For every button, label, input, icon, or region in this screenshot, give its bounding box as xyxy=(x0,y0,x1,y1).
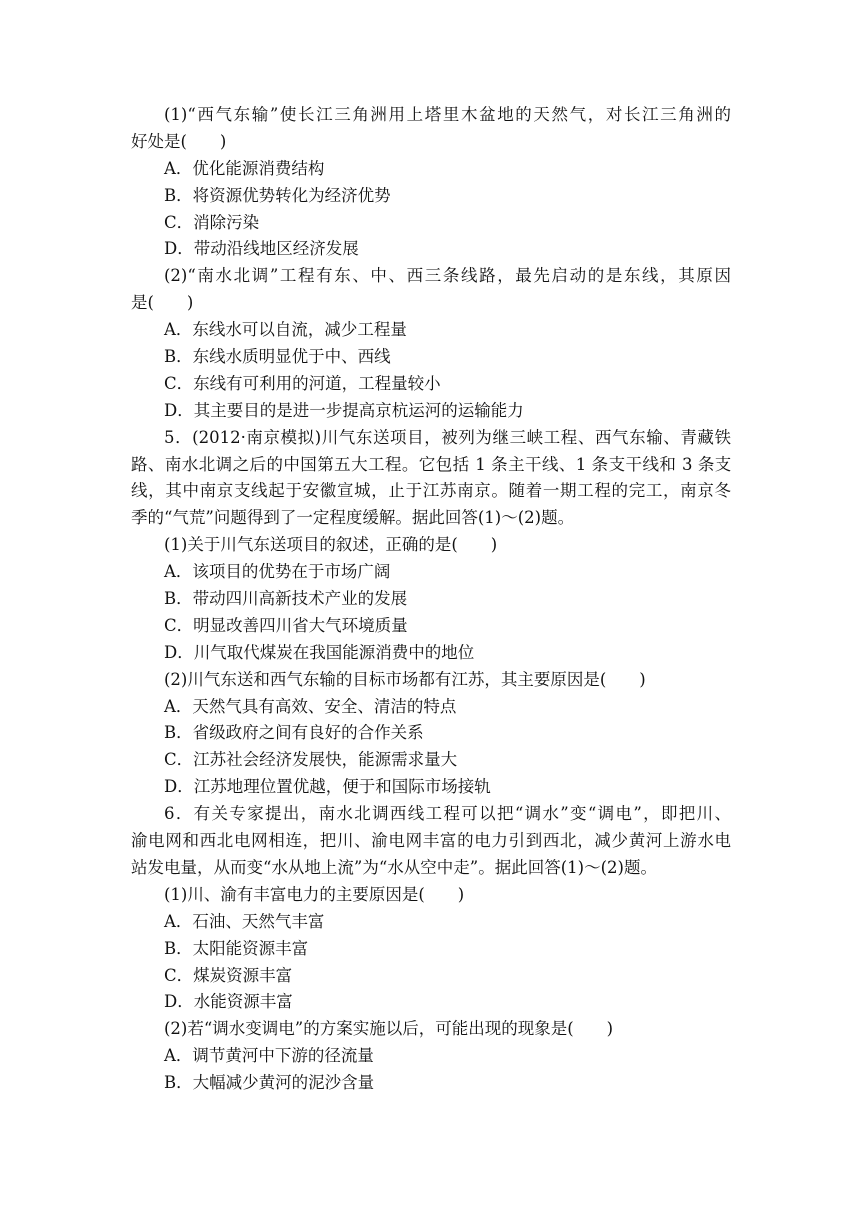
q4-1-option-c: C．消除污染 xyxy=(164,212,260,232)
q5-1-option-d: D．川气取代煤炭在我国能源消费中的地位 xyxy=(164,642,475,662)
q5-2-stem: (2)川气东送和西气东输的目标市场都有江苏，其主要原因是( ) xyxy=(164,669,646,689)
q4-2-option-d: D．其主要目的是进一步提高京杭运河的运输能力 xyxy=(164,400,524,420)
q4-1-option-d: D．带动沿线地区经济发展 xyxy=(164,239,359,259)
q4-2-option-b: B．东线水质明显优于中、西线 xyxy=(164,347,391,367)
q4-1-option-b: B．将资源优势转化为经济优势 xyxy=(164,185,391,205)
q6-stem-line-2: 渝电网和西北电网相连，把川、渝电网丰富的电力引到西北，减少黄河上游水电 xyxy=(131,831,731,851)
q6-1-option-d: D．水能资源丰富 xyxy=(164,992,293,1012)
q5-stem-line-4: 季的“气荒”问题得到了一定程度缓解。据此回答(1)～(2)题。 xyxy=(131,508,575,528)
q4-1-stem-line-2: 好处是( ) xyxy=(131,131,227,151)
q6-2-option-b: B．大幅减少黄河的泥沙含量 xyxy=(164,1073,375,1093)
q4-2-option-a: A．东线水可以自流，减少工程量 xyxy=(164,320,407,340)
q5-stem-line-3: 线，其中南京支线起于安徽宣城，止于江苏南京。随着一期工程的完工，南京冬 xyxy=(131,481,731,501)
q4-2-stem-line-1: (2)“南水北调”工程有东、中、西三条线路，最先启动的是东线，其原因 xyxy=(164,266,731,286)
q5-1-stem: (1)关于川气东送项目的叙述，正确的是( ) xyxy=(164,535,498,555)
q5-1-option-a: A．该项目的优势在于市场广阔 xyxy=(164,562,391,582)
q6-2-stem: (2)若“调水变调电”的方案实施以后，可能出现的现象是( ) xyxy=(164,1019,614,1039)
q5-2-option-c: C．江苏社会经济发展快，能源需求量大 xyxy=(164,750,458,770)
q5-1-option-c: C．明显改善四川省大气环境质量 xyxy=(164,615,408,635)
q6-stem-line-1: 6．有关专家提出，南水北调西线工程可以把“调水”变“调电”，即把川、 xyxy=(164,804,731,824)
q5-2-option-b: B．省级政府之间有良好的合作关系 xyxy=(164,723,424,743)
q5-2-option-d: D．江苏地理位置优越，便于和国际市场接轨 xyxy=(164,777,491,797)
q4-1-stem-line-1: (1)“西气东输”使长江三角洲用上塔里木盆地的天然气，对长江三角洲的 xyxy=(164,105,731,124)
q6-1-option-b: B．太阳能资源丰富 xyxy=(164,938,309,958)
q6-2-option-a: A．调节黄河中下游的径流量 xyxy=(164,1046,374,1066)
question-text-block xyxy=(131,102,731,1097)
q5-1-option-b: B．带动四川高新技术产业的发展 xyxy=(164,589,408,609)
q6-1-option-c: C．煤炭资源丰富 xyxy=(164,965,293,985)
q4-2-option-c: C．东线有可利用的河道，工程量较小 xyxy=(164,373,441,393)
q6-1-stem: (1)川、渝有丰富电力的主要原因是( ) xyxy=(164,884,465,904)
q5-2-option-a: A．天然气具有高效、安全、清洁的特点 xyxy=(164,696,457,716)
q6-stem-line-3: 站发电量，从而变“水从地上流”为“水从空中走”。据此回答(1)～(2)题。 xyxy=(131,857,657,877)
q5-stem-line-1: 5．(2012·南京模拟)川气东送项目，被列为继三峡工程、西气东输、青藏铁 xyxy=(164,427,731,447)
q4-1-option-a: A．优化能源消费结构 xyxy=(164,158,325,178)
q6-1-option-a: A．石油、天然气丰富 xyxy=(164,911,325,931)
q5-stem-line-2: 路、南水北调之后的中国第五大工程。它包括 1 条主干线、1 条支干线和 3 条支 xyxy=(131,454,731,474)
q4-2-stem-line-2: 是( ) xyxy=(131,293,194,313)
